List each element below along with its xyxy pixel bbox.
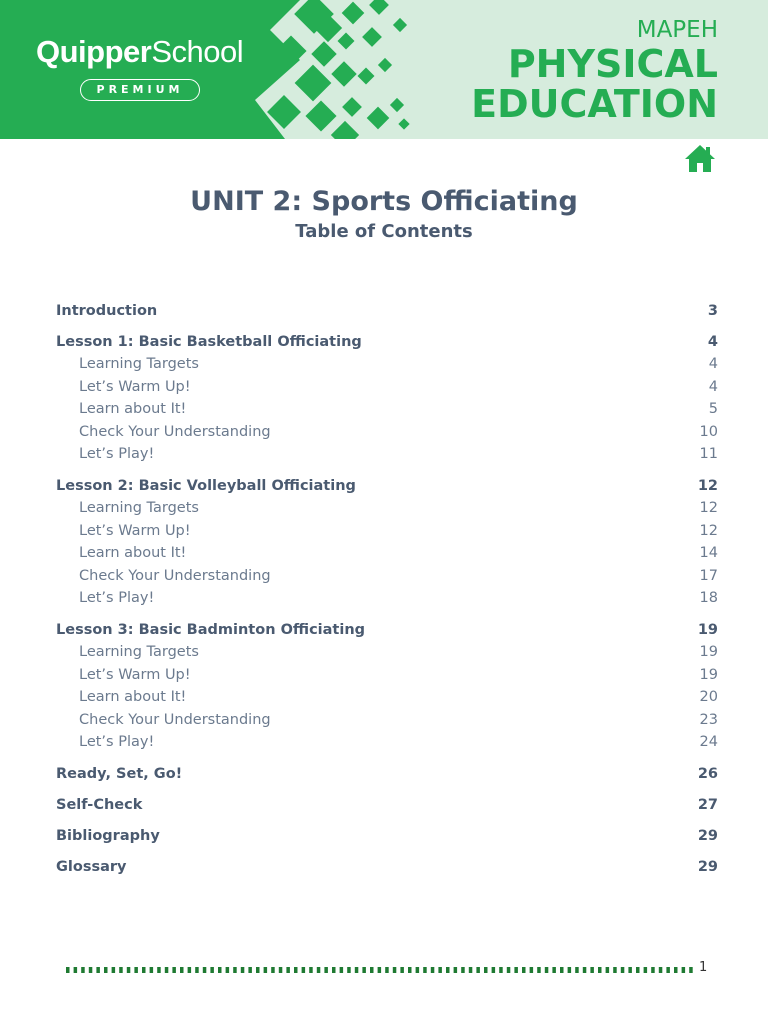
toc-page: 5 xyxy=(708,401,718,418)
toc-glossary[interactable] xyxy=(56,856,718,878)
toc-label: Learning Targets xyxy=(79,643,199,660)
subject-heading xyxy=(471,16,718,124)
toc-page: 19 xyxy=(697,621,718,638)
toc-label: Introduction xyxy=(56,303,158,319)
header-banner xyxy=(0,0,768,139)
toc-label: Lesson 3: Basic Badminton Officiating xyxy=(56,621,366,638)
toc-page: 4 xyxy=(708,356,718,372)
subject-line1: PHYSICAL xyxy=(507,42,718,86)
toc-page: 23 xyxy=(699,711,718,728)
subject-mapeh: MAPEH xyxy=(636,17,718,43)
toc-page: 29 xyxy=(697,858,718,875)
toc-label: Let’s Play! xyxy=(79,446,155,463)
page-title: UNIT 2: Sports Officiating xyxy=(190,186,578,217)
toc-lesson-3[interactable] xyxy=(56,619,718,641)
toc-page: 10 xyxy=(699,423,718,440)
toc-label: Let’s Warm Up! xyxy=(79,666,191,683)
toc-item[interactable] xyxy=(56,709,718,732)
toc-item[interactable] xyxy=(56,587,718,610)
subject-line2: EDUCATION xyxy=(471,82,718,126)
toc-page: 24 xyxy=(699,734,718,751)
toc-page: 12 xyxy=(697,477,718,494)
toc-page: 4 xyxy=(708,378,718,395)
toc-label: Learning Targets xyxy=(79,499,199,516)
toc-page: 4 xyxy=(707,334,718,350)
toc-item[interactable] xyxy=(56,398,718,421)
toc-item[interactable] xyxy=(56,565,718,588)
toc-bibliography[interactable] xyxy=(56,825,718,847)
footer-dotted-line xyxy=(66,966,698,974)
toc-page: 18 xyxy=(699,590,718,607)
toc-label: Self-Check xyxy=(56,796,143,813)
quipper-school-logo: QuipperSchool xyxy=(36,34,244,69)
toc-item[interactable] xyxy=(56,376,718,399)
toc-page: 17 xyxy=(699,567,718,584)
toc-label: Let’s Play! xyxy=(79,734,155,751)
toc-label: Check Your Understanding xyxy=(79,711,271,728)
toc-label: Glossary xyxy=(56,858,127,875)
toc-page: 3 xyxy=(707,303,718,319)
table-of-contents xyxy=(56,300,718,878)
toc-item[interactable] xyxy=(56,731,718,754)
toc-item[interactable] xyxy=(56,497,718,520)
toc-label: Check Your Understanding xyxy=(79,567,271,584)
toc-label: Lesson 1: Basic Basketball Officiating xyxy=(56,334,362,350)
page-subtitle: Table of Contents xyxy=(295,221,473,242)
toc-item[interactable] xyxy=(56,443,718,466)
toc-label: Learn about It! xyxy=(79,689,187,706)
premium-badge: PREMIUM xyxy=(80,79,200,101)
toc-item[interactable] xyxy=(56,686,718,709)
toc-lesson-2[interactable] xyxy=(56,475,718,497)
toc-page: 29 xyxy=(697,827,718,844)
toc-page: 27 xyxy=(697,796,718,813)
toc-page: 20 xyxy=(699,689,718,706)
toc-item[interactable] xyxy=(56,542,718,565)
toc-label: Check Your Understanding xyxy=(79,423,271,440)
toc-label: Let’s Warm Up! xyxy=(79,522,191,539)
toc-lesson-1[interactable] xyxy=(56,331,718,353)
toc-page: 11 xyxy=(699,446,718,463)
toc-page: 12 xyxy=(699,522,718,539)
toc-page: 19 xyxy=(699,643,718,660)
toc-label: Bibliography xyxy=(56,827,160,844)
toc-item[interactable] xyxy=(56,353,718,376)
toc-item[interactable] xyxy=(56,520,718,543)
home-icon[interactable] xyxy=(684,143,716,173)
toc-label: Let’s Warm Up! xyxy=(79,378,191,395)
toc-self-check[interactable] xyxy=(56,794,718,816)
toc-label: Lesson 2: Basic Volleyball Officiating xyxy=(56,477,356,494)
toc-ready-set-go[interactable] xyxy=(56,763,718,785)
toc-label: Ready, Set, Go! xyxy=(56,765,183,782)
toc-label: Learn about It! xyxy=(79,545,187,562)
toc-page: 14 xyxy=(699,545,718,562)
toc-item[interactable] xyxy=(56,641,718,664)
toc-label: Let’s Play! xyxy=(79,590,155,607)
toc-introduction[interactable] xyxy=(56,300,718,322)
toc-label: Learn about It! xyxy=(79,401,187,418)
toc-item[interactable] xyxy=(56,421,718,444)
page-number: 1 xyxy=(699,960,708,975)
toc-item[interactable] xyxy=(56,664,718,687)
toc-label: Learning Targets xyxy=(79,356,199,372)
toc-page: 12 xyxy=(699,499,718,516)
toc-page: 26 xyxy=(697,765,718,782)
toc-page: 19 xyxy=(699,666,718,683)
